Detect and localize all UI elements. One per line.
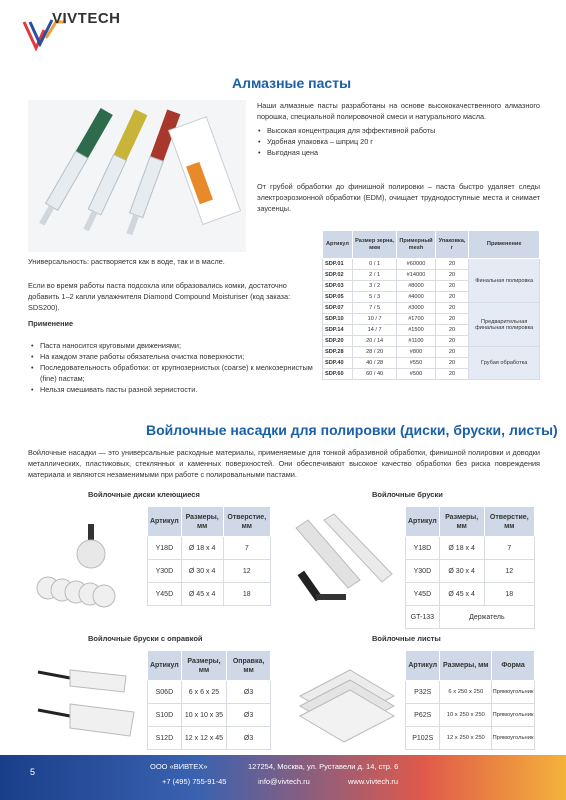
table-header: Размеры, мм xyxy=(440,651,492,681)
discs-title: Войлочные диски клеющиеся xyxy=(88,490,200,499)
table-cell: Ø3 xyxy=(227,704,271,727)
table-cell: S10D xyxy=(148,704,182,727)
bars-title: Войлочные бруски xyxy=(372,490,443,499)
table-row xyxy=(148,681,271,704)
table-cell: 10 / 7 xyxy=(352,314,397,325)
table-row xyxy=(148,537,271,560)
table-cell: Ø 45 x 4 xyxy=(181,583,223,606)
table-cell: 28 / 20 xyxy=(352,347,397,358)
table-cell: GT-133 xyxy=(406,606,440,629)
table-cell: Ø 30 x 4 xyxy=(181,560,223,583)
list-item: • Последовательность обработки: от крупнозернистых (coarse) к мелкозернистым (fine) пастам; xyxy=(30,362,314,384)
table-cell: 40 / 28 xyxy=(352,358,397,369)
table-cell: #60000 xyxy=(397,259,435,270)
table-header: Артикул xyxy=(148,507,182,537)
table-cell: 20 xyxy=(435,314,469,325)
table-row xyxy=(406,560,535,583)
table-cell: Y30D xyxy=(406,560,440,583)
table-cell: SDP.14 xyxy=(323,325,353,336)
table-cell: Прямоугольник xyxy=(492,704,535,727)
table-cell: 2 / 1 xyxy=(352,270,397,281)
mandrel-bars-photo xyxy=(30,656,140,746)
felt-intro: Войлочные насадки — это универсальные расходные материалы, применяемые для тонкой абразивной обработки, финишной полировки и доводки металлических, пластиковых, стеклянных и каменных поверхностей. Они обеспечивают высокое качество обработки без риска повреждения материала и являются незаменимыми при работе с полировальными пастами. xyxy=(28,448,540,479)
table-row xyxy=(406,704,535,727)
table-cell: #1100 xyxy=(397,336,435,347)
table-cell: P102S xyxy=(406,727,440,750)
list-item: • Выгодная цена xyxy=(257,147,540,158)
table-cell: 7 / 5 xyxy=(352,303,397,314)
table-row xyxy=(406,537,535,560)
table-cell: 20 xyxy=(435,347,469,358)
table-cell: SDP.01 xyxy=(323,259,353,270)
table-header: Артикул xyxy=(148,651,182,681)
paste-bullets xyxy=(257,125,540,158)
felt-discs-photo xyxy=(32,510,132,610)
table-cell: 20 xyxy=(435,369,469,380)
table-cell: SDP.05 xyxy=(323,292,353,303)
table-cell: Ø 18 x 4 xyxy=(439,537,484,560)
table-cell: SDP.20 xyxy=(323,336,353,347)
table-cell: 20 xyxy=(435,303,469,314)
table-header: Размеры, мм xyxy=(181,507,223,537)
table-row xyxy=(406,681,535,704)
table-header: Артикул xyxy=(406,507,440,537)
table-header: Примерный mesh xyxy=(397,231,435,259)
table-header: Артикул xyxy=(406,651,440,681)
table-cell: P62S xyxy=(406,704,440,727)
mandrel-table xyxy=(147,650,271,750)
table-cell: Y30D xyxy=(148,560,182,583)
felt-sheets-photo xyxy=(290,656,400,748)
table-cell: 7 xyxy=(223,537,270,560)
list-item: • Нельзя смешивать пасты разной зернистости. xyxy=(30,384,314,395)
table-cell: 12 xyxy=(223,560,270,583)
table-cell: 14 / 7 xyxy=(352,325,397,336)
table-row xyxy=(323,303,540,314)
table-cell: Ø 45 x 4 xyxy=(439,583,484,606)
discs-table xyxy=(147,506,271,606)
table-cell: #500 xyxy=(397,369,435,380)
table-cell: Ø 30 x 4 xyxy=(439,560,484,583)
table-cell: SDP.03 xyxy=(323,281,353,292)
paste-table xyxy=(322,230,540,380)
paste-intro: Наши алмазные пасты разработаны на основе высококачественного алмазного порошка, специальной полировочной смеси и натурального масла. xyxy=(257,101,540,121)
table-cell: Y45D xyxy=(148,583,182,606)
table-cell: 0 / 1 xyxy=(352,259,397,270)
table-row xyxy=(148,704,271,727)
table-cell: Держатель xyxy=(439,606,534,629)
table-cell: #14000 xyxy=(397,270,435,281)
table-cell: 10 x 10 x 35 xyxy=(181,704,226,727)
table-cell: Y18D xyxy=(148,537,182,560)
brand-name: VIVTECH xyxy=(52,10,121,27)
syringes-photo xyxy=(28,100,246,252)
list-item: • Удобная упаковка – шприц 20 г xyxy=(257,136,540,147)
table-cell: 20 / 14 xyxy=(352,336,397,347)
table-cell: Прямоугольник xyxy=(492,727,535,750)
table-row xyxy=(148,560,271,583)
table-cell: 20 xyxy=(435,292,469,303)
table-row xyxy=(148,583,271,606)
table-cell: #4000 xyxy=(397,292,435,303)
table-header: Размеры, мм xyxy=(439,507,484,537)
table-header: Артикул xyxy=(323,231,353,259)
bars-table xyxy=(405,506,535,629)
table-cell: Y45D xyxy=(406,583,440,606)
table-cell: 5 / 3 xyxy=(352,292,397,303)
list-item: • Паста наносится круговыми движениями; xyxy=(30,340,314,351)
table-cell: SDP.02 xyxy=(323,270,353,281)
felt-title: Войлочные насадки для полировки (диски, бруски, листы) xyxy=(146,422,558,438)
table-cell: 18 xyxy=(484,583,534,606)
group-final: Финальная полировка xyxy=(469,259,540,303)
table-cell: Ø3 xyxy=(227,681,271,704)
table-cell: #3000 xyxy=(397,303,435,314)
table-cell: SDP.07 xyxy=(323,303,353,314)
table-cell: 10 x 250 x 250 xyxy=(440,704,492,727)
list-item: • На каждом этапе работы обязательна очистка поверхности; xyxy=(30,351,314,362)
table-cell: #1500 xyxy=(397,325,435,336)
table-header: Отверстие, мм xyxy=(223,507,270,537)
table-header: Оправка, мм xyxy=(227,651,271,681)
table-cell: Прямоугольник xyxy=(492,681,535,704)
table-cell: SDP.40 xyxy=(323,358,353,369)
table-cell: 12 x 250 x 250 xyxy=(440,727,492,750)
table-cell: P32S xyxy=(406,681,440,704)
table-row xyxy=(406,727,535,750)
table-cell: 20 xyxy=(435,281,469,292)
footer-email[interactable]: info@vivtech.ru xyxy=(258,777,310,786)
footer-phone[interactable]: +7 (495) 755-91-45 xyxy=(162,777,227,786)
footer-company: ООО «ВИВТЕХ» xyxy=(150,762,208,771)
table-cell: Ø 18 x 4 xyxy=(181,537,223,560)
table-cell: #1700 xyxy=(397,314,435,325)
table-header: Применение xyxy=(469,231,540,259)
page-number: 5 xyxy=(30,767,36,777)
table-cell: S06D xyxy=(148,681,182,704)
table-row xyxy=(406,583,535,606)
table-row xyxy=(323,347,540,358)
paste-title: Алмазные пасты xyxy=(232,75,352,91)
table-header: Размер зерна, мкм xyxy=(352,231,397,259)
table-header: Упаковка, г xyxy=(435,231,469,259)
table-cell: SDP.60 xyxy=(323,369,353,380)
table-cell: 20 xyxy=(435,270,469,281)
footer-site[interactable]: www.vivtech.ru xyxy=(348,777,399,786)
table-cell: 18 xyxy=(223,583,270,606)
table-cell: 7 xyxy=(484,537,534,560)
group-rough: Грубая обработка xyxy=(469,347,540,380)
apply-title: Применение xyxy=(28,319,74,328)
table-cell: 6 x 250 x 250 xyxy=(440,681,492,704)
table-row xyxy=(323,259,540,270)
table-header: Отверстие, мм xyxy=(484,507,534,537)
table-cell: 60 / 40 xyxy=(352,369,397,380)
table-cell: Ø3 xyxy=(227,727,271,750)
table-cell: #550 xyxy=(397,358,435,369)
table-cell: 6 x 6 x 25 xyxy=(181,681,226,704)
table-cell: #8000 xyxy=(397,281,435,292)
paste-description: От грубой обработки до финишной полировки – паста быстро удаляет следы электроэрозионной обработки (EDM), очищает труднодоступные места и снимает заусенцы. xyxy=(257,182,540,213)
apply-list xyxy=(30,340,314,395)
table-cell: SDP.28 xyxy=(323,347,353,358)
table-cell: 12 xyxy=(484,560,534,583)
paste-moisturiser: Если во время работы паста подсохла или образовались комки, достаточно добавить 1–2 капли увлажнителя Diamond Compound Moisturiser (код заказа: SDS200). xyxy=(28,281,291,312)
felt-bars-photo xyxy=(288,510,396,622)
table-cell: 20 xyxy=(435,259,469,270)
table-cell: SDP.10 xyxy=(323,314,353,325)
group-prefinal: Предварительная финальная полировка xyxy=(469,303,540,347)
sheets-title: Войлочные листы xyxy=(372,634,441,643)
table-row xyxy=(406,606,535,629)
table-cell: 20 xyxy=(435,358,469,369)
mandrel-title: Войлочные бруски с оправкой xyxy=(88,634,203,643)
table-cell: 20 xyxy=(435,325,469,336)
table-header: Форма xyxy=(492,651,535,681)
table-cell: #800 xyxy=(397,347,435,358)
table-cell: S12D xyxy=(148,727,182,750)
paste-universal: Универсальность: растворяется как в воде, так и в масле. xyxy=(28,257,225,266)
table-cell: Y18D xyxy=(406,537,440,560)
list-item: • Высокая концентрация для эффективной работы xyxy=(257,125,540,136)
table-row xyxy=(148,727,271,750)
sheets-table xyxy=(405,650,535,750)
table-cell: 3 / 2 xyxy=(352,281,397,292)
table-cell: 20 xyxy=(435,336,469,347)
table-cell: 12 x 12 x 45 xyxy=(181,727,226,750)
table-header: Размеры, мм xyxy=(181,651,226,681)
footer-address: 127254, Москва, ул. Руставели д. 14, стр. 6 xyxy=(248,762,399,771)
